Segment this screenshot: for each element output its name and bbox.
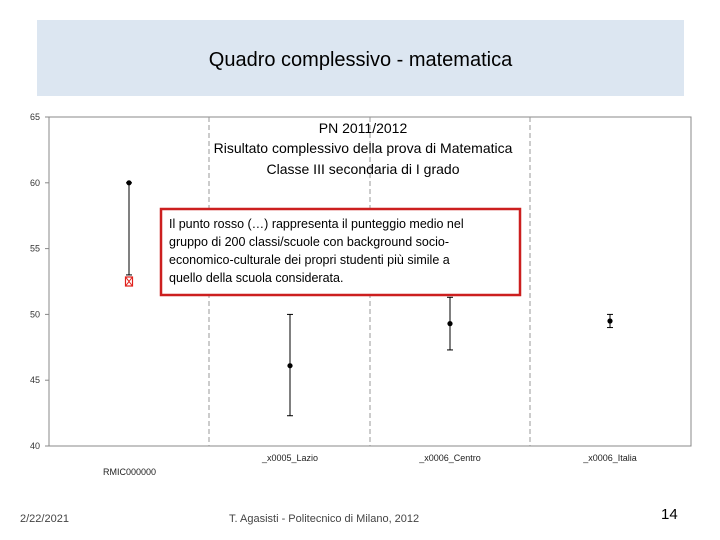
annotation-text-line: gruppo di 200 classi/scuole con background socio- bbox=[169, 235, 450, 249]
x-category-label: _x0006_Italia bbox=[583, 453, 637, 463]
annotation-text-line: quello della scuola considerata. bbox=[169, 271, 344, 285]
chart-title bbox=[214, 120, 513, 177]
annotation-box bbox=[161, 209, 520, 295]
y-tick-label: 45 bbox=[30, 375, 41, 386]
y-tick-label: 40 bbox=[30, 441, 41, 451]
y-tick-labels bbox=[30, 112, 49, 451]
y-tick-label: 60 bbox=[30, 177, 41, 188]
annotation-text-line: economico-culturale dei propri studenti più simile a bbox=[169, 253, 450, 267]
data-point bbox=[126, 180, 131, 185]
y-tick-label: 55 bbox=[30, 243, 41, 254]
data-point bbox=[607, 318, 612, 323]
slide-footer: T. Agasisti - Politecnico di Milano, 2012 bbox=[229, 513, 420, 525]
annotation-text-line: Il punto rosso (…) rappresenta il punteggio medio nel bbox=[169, 217, 464, 231]
chart-title-line: Classe III secondaria di I grado bbox=[266, 161, 460, 177]
x-category-label: RMIC000000 bbox=[103, 467, 157, 477]
chart-title-line: PN 2011/2012 bbox=[318, 120, 408, 136]
y-tick-label: 65 bbox=[30, 112, 41, 122]
data-point bbox=[287, 363, 292, 368]
slide-title: Quadro complessivo - matematica bbox=[208, 48, 513, 71]
slide-date: 2/22/2021 bbox=[20, 513, 69, 525]
chart-title-line: Risultato complessivo della prova di Matematica bbox=[213, 140, 513, 156]
x-category-label: _x0005_Lazio bbox=[261, 453, 319, 463]
x-category-label: _x0006_Centro bbox=[419, 453, 481, 463]
data-point bbox=[447, 321, 452, 326]
page-number: 14 bbox=[661, 506, 678, 523]
y-tick-label: 50 bbox=[30, 309, 41, 320]
x-category-labels bbox=[103, 453, 637, 477]
